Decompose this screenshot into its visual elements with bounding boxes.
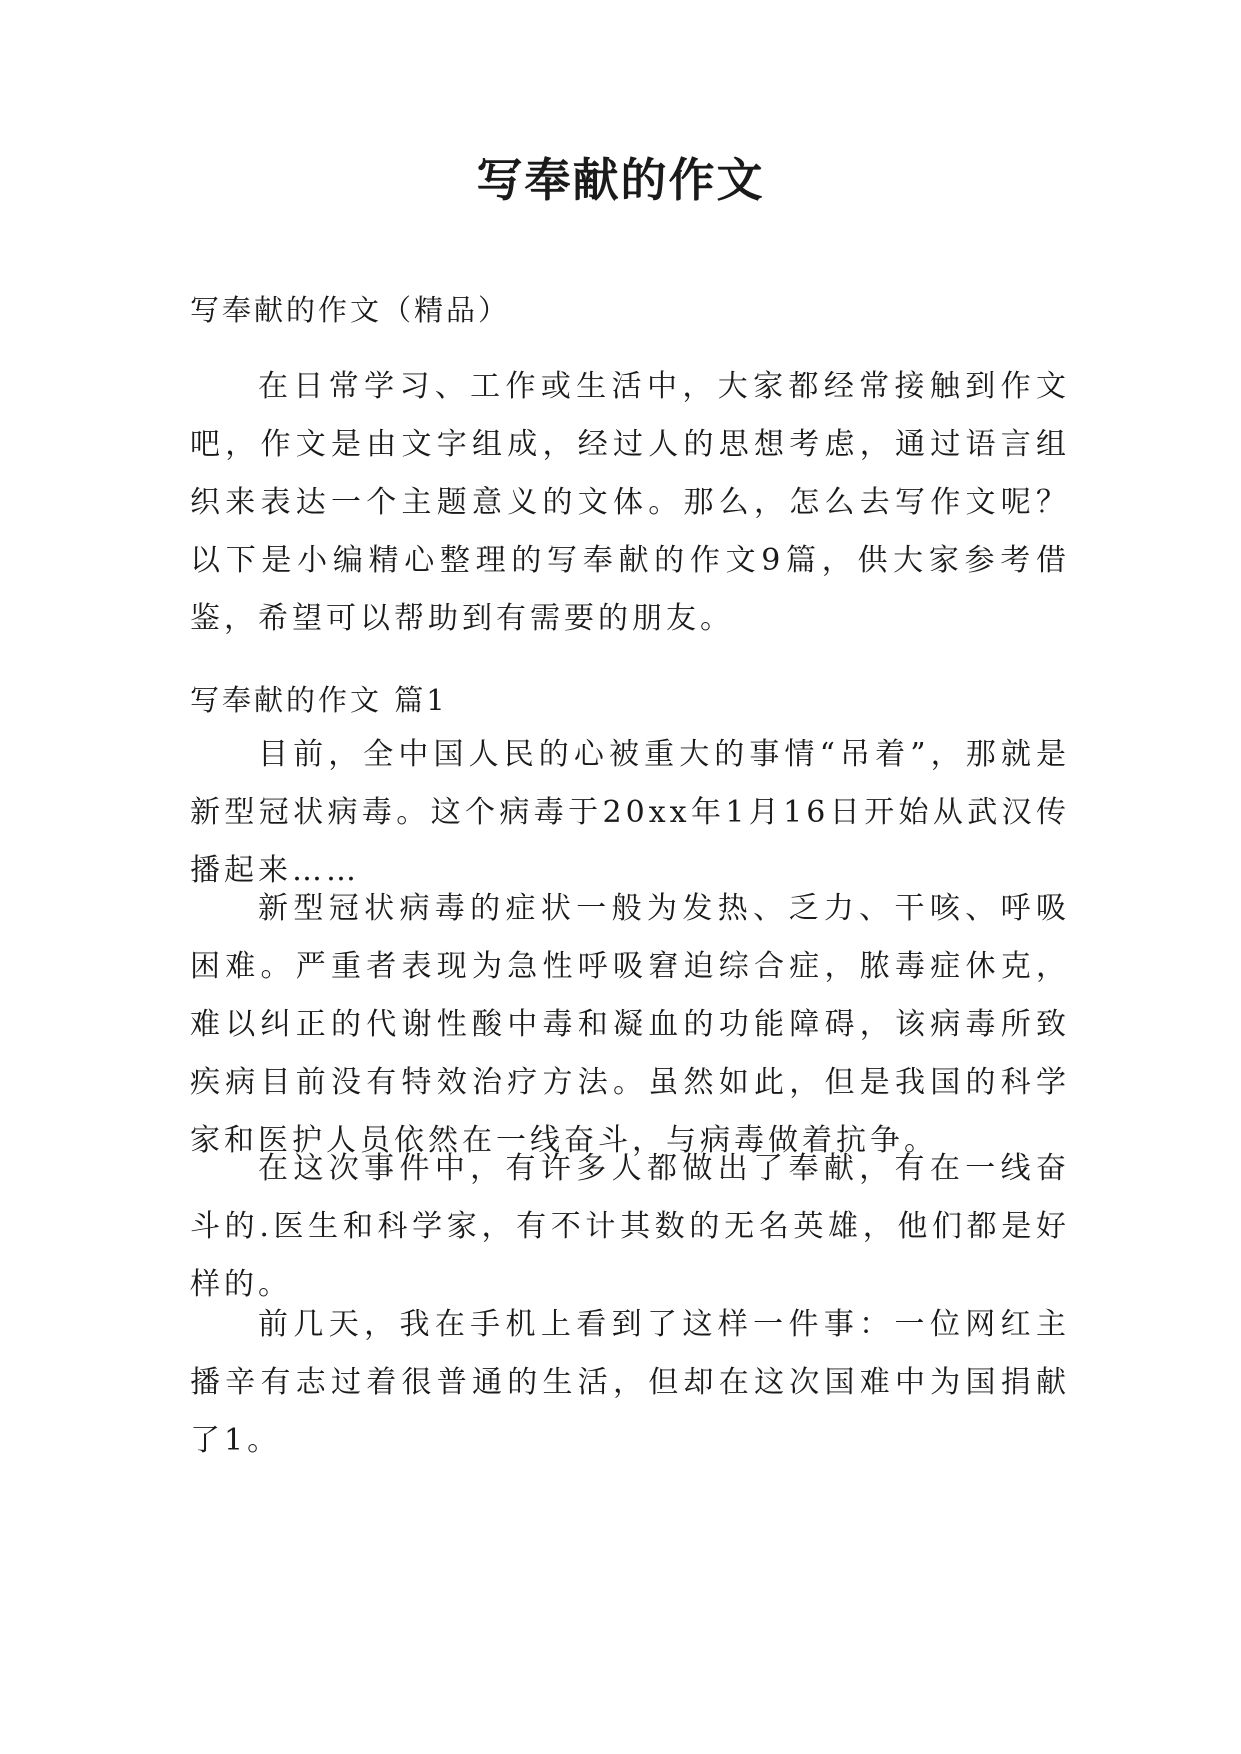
body-paragraph: 前几天，我在手机上看到了这样一件事：一位网红主播辛有志过着很普通的生活，但却在这次国难中为国捐献了1。 (190, 1307, 1070, 1458)
body-paragraph: 目前，全中国人民的心被重大的事情“吊着”，那就是新型冠状病毒。这个病毒于20xx年1月16日开始从武汉传播起来…… (190, 737, 1070, 888)
document-title: 写奉献的作文 (476, 153, 765, 207)
body-paragraph: 在这次事件中，有许多人都做出了奉献，有在一线奋斗的.医生和科学家，有不计其数的无名英雄，他们都是好样的。 (190, 1151, 1070, 1302)
body-paragraph: 新型冠状病毒的症状一般为发热、乏力、干咳、呼吸困难。严重者表现为急性呼吸窘迫综合症，脓毒症休克，难以纠正的代谢性酸中毒和凝血的功能障碍，该病毒所致疾病目前没有特效治疗方法。虽然如此，但是我国的科学家和医护人员依然在一线奋斗，与病毒做着抗争。 (190, 891, 1070, 1158)
intro-paragraph: 在日常学习、工作或生活中，大家都经常接触到作文吧，作文是由文字组成，经过人的思想考虑，通过语言组织来表达一个主题意义的文体。那么，怎么去写作文呢？以下是小编精心整理的写奉献的作文9篇，供大家参考借鉴，希望可以帮助到有需要的朋友。 (190, 369, 1070, 636)
section-heading: 写奉献的作文 篇1 (190, 683, 448, 717)
document-subtitle: 写奉献的作文（精品） (190, 293, 511, 327)
